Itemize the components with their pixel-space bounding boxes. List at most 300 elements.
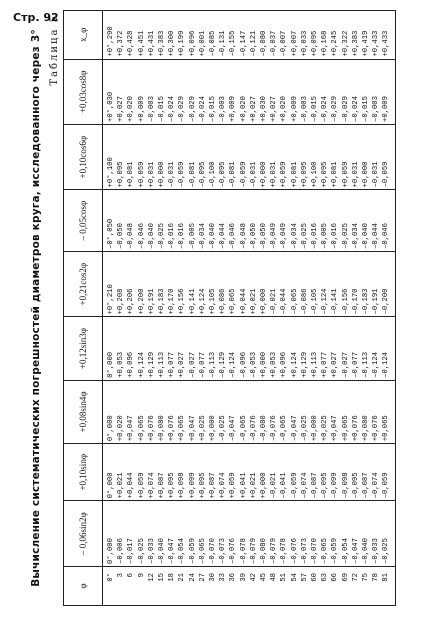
table-cell: 30 [209, 573, 218, 582]
table-cell: +0,087 [209, 472, 218, 499]
table-cell: +0,141 [188, 288, 197, 315]
table-cell: –0,065 [280, 415, 289, 442]
table-cell: –0,076 [290, 538, 299, 564]
table-cell: –0,121 [249, 30, 258, 57]
table-cell: –0,049 [280, 223, 289, 249]
table-cell: –0,050 [117, 223, 126, 249]
table-cell: +0,074 [219, 472, 228, 499]
table-cell: 9 [137, 573, 146, 578]
table-cell: +0,383 [351, 30, 360, 57]
table-cell: +0°,290 [107, 26, 115, 57]
table-cell: –0,113 [209, 351, 218, 378]
table-cell: +0,059 [137, 161, 146, 188]
table-cell: +0,096 [188, 30, 197, 57]
table-cell: –0,076 [249, 415, 258, 442]
table-cell: –0,059 [239, 161, 248, 188]
table-cell: 45 [260, 573, 269, 582]
table-cell: +0,020 [280, 96, 289, 122]
table-cell: –0,033 [372, 538, 381, 564]
table-cell: +0,031 [147, 161, 156, 188]
table-cell: –0,007 [280, 30, 289, 57]
table-cell: +0,245 [331, 30, 340, 57]
table-cell: –0,003 [219, 96, 228, 122]
table-cell: 66 [331, 573, 340, 582]
column-cos8phi [103, 59, 396, 124]
header-cos2phi: +0,21cos2φ [64, 251, 103, 316]
table-cell: –0,025 [137, 538, 146, 564]
table-cell: –0,113 [362, 351, 371, 378]
table-cell: –0,073 [219, 538, 228, 564]
table-cell: –0,003 [372, 96, 381, 122]
table-cell: –0,081 [229, 161, 238, 188]
table-cell: –0,049 [270, 223, 279, 249]
table-cell: –0,016 [331, 223, 340, 249]
table-cell: –0,077 [198, 351, 207, 378]
table-cell: +0,080 [362, 415, 371, 442]
table-cell: –0,047 [229, 415, 238, 442]
table-cell: –0,025 [158, 223, 167, 249]
table-cell: +0,081 [127, 161, 136, 188]
table-cell: 78 [372, 573, 381, 582]
table-cell: +0,027 [331, 351, 340, 378]
table-header-row [64, 11, 103, 606]
table-cell: +0,156 [178, 288, 187, 315]
column-cos6phi [103, 124, 396, 189]
table-cell: +0,086 [219, 288, 228, 315]
table-cell: 0°,000 [107, 415, 115, 442]
table-cell: +0,021 [249, 472, 258, 499]
table-cell: +0,031 [351, 161, 360, 188]
page-number: Стр. 92 [13, 11, 59, 24]
table-body-row [103, 11, 396, 606]
table-cell: –0,099 [331, 472, 340, 499]
table-cell: +0,113 [311, 351, 320, 378]
column-sin4phi [103, 380, 396, 443]
table-cell: +0,007 [290, 30, 299, 57]
table-cell: +0,059 [229, 472, 238, 499]
table-cell: +0,105 [209, 288, 218, 315]
table-cell: –0,078 [280, 538, 289, 564]
table-cell: +0,076 [351, 415, 360, 442]
table-cell: +0,076 [372, 415, 381, 442]
table-cell: –0,046 [229, 223, 238, 249]
table-cell: +0,095 [321, 161, 330, 188]
table-cell: +0,053 [117, 351, 126, 378]
table-cell: –0,015 [311, 96, 320, 122]
table-cell: +0,113 [158, 351, 167, 378]
table-cell: –0,033 [147, 538, 156, 564]
table-cell: –0,065 [321, 538, 330, 564]
table-cell: –0,070 [209, 538, 218, 564]
table-cell: –0,050 [249, 223, 258, 249]
table-cell: +0,027 [270, 96, 279, 122]
table-cell: –0,191 [372, 288, 381, 315]
table-cell: –0,095 [351, 472, 360, 499]
table-cell: –0,054 [178, 538, 187, 564]
table-cell: –0,087 [362, 472, 371, 499]
table-cell: +0,027 [178, 351, 187, 378]
table-cell: 54 [290, 573, 299, 582]
table-cell: –0,040 [158, 538, 167, 564]
table-cell: 21 [178, 573, 187, 582]
table-cell: –0,024 [321, 96, 330, 122]
header-phi: φ [64, 567, 103, 606]
table-cell: –0,040 [147, 223, 156, 249]
table-cell: –0,081 [188, 161, 197, 188]
table-cell: –0,003 [300, 96, 309, 122]
table-cell: 27 [198, 573, 207, 582]
header-sin3phi: +0,12sin3φ [64, 317, 103, 380]
header-cosphi: – 0,05cosφ [64, 190, 103, 252]
table-cell: +0,081 [290, 161, 299, 188]
table-cell: –0,046 [382, 223, 391, 249]
table-cell: +0,433 [382, 30, 391, 57]
page-title: Вычисление систематических погрешностей диаметров круга, исследованного через 3° [30, 29, 42, 587]
table-cell: +0,027 [117, 96, 126, 122]
table-cell: +0°,030 [107, 91, 115, 122]
table-cell: 63 [321, 573, 330, 582]
table-cell: –0,025 [300, 223, 309, 249]
table-cell: –0,003 [147, 96, 156, 122]
table-cell: 6 [127, 573, 136, 578]
header-sinphi: +0,10sinφ [64, 444, 103, 501]
table-cell: –0,005 [321, 223, 330, 249]
table-cell: –0,147 [239, 30, 248, 57]
table-cell: –0,029 [331, 96, 340, 122]
table-cell: –0,054 [341, 538, 350, 564]
table-cell: +0,199 [178, 30, 187, 57]
table-cell: 75 [362, 573, 371, 582]
table-cell: –0,085 [209, 30, 218, 57]
table-cell: –0,096 [239, 351, 248, 378]
table-cell: –0,006 [117, 538, 126, 564]
table-cell: –0,031 [168, 161, 177, 188]
table-cell: –0,098 [341, 472, 350, 499]
table-cell: +0,020 [239, 96, 248, 122]
table-cell: –0,047 [290, 415, 299, 442]
table-cell: –0,095 [219, 161, 228, 188]
table-cell: +0,191 [147, 288, 156, 315]
table-cell: +0,000 [260, 351, 269, 378]
table-cell: +0,020 [127, 96, 136, 122]
table-cell: –0,059 [178, 161, 187, 188]
table-cell: +0,124 [290, 351, 299, 378]
column-cosphi [103, 190, 396, 252]
table-cell: +0,065 [341, 415, 350, 442]
table-cell: –0,079 [249, 538, 258, 564]
table-cell: +0,077 [321, 351, 330, 378]
table-cell: 3 [117, 573, 126, 578]
table-cell: –0,021 [270, 288, 279, 315]
table-cell: +0,100 [311, 161, 320, 188]
table-cell: –0,156 [341, 288, 350, 315]
table-cell: 0° [107, 573, 115, 582]
table-cell: –0,016 [178, 223, 187, 249]
table-cell: 33 [219, 573, 228, 582]
table-cell: +0,053 [270, 351, 279, 378]
table-cell: –0,065 [290, 288, 299, 315]
table-cell: +0,076 [147, 415, 156, 442]
table-cell: +0,428 [127, 30, 136, 57]
table-cell: –0,065 [198, 538, 207, 564]
table-cell: +0,074 [147, 472, 156, 499]
table-cell: +0,065 [229, 288, 238, 315]
table-cell: +0,065 [178, 415, 187, 442]
table-cell: –0,070 [311, 538, 320, 564]
table-cell: +0,129 [147, 351, 156, 378]
table-cell: –0,041 [280, 472, 289, 499]
table-cell: +0,372 [117, 30, 126, 57]
table-cell: +0,124 [198, 288, 207, 315]
table-cell: +0,009 [137, 96, 146, 122]
table-cell: 18 [168, 573, 177, 582]
table-cell: –0,086 [300, 288, 309, 315]
table-cell: +0,096 [280, 351, 289, 378]
table-cell: –0,080 [260, 415, 269, 442]
table-cell: –0,124 [229, 351, 238, 378]
table-cell: –0,105 [311, 288, 320, 315]
table-cell: –0,016 [168, 223, 177, 249]
table-cell: –0,027 [341, 351, 350, 378]
table-cell: +0,020 [117, 415, 126, 442]
table-cell: +0,041 [239, 472, 248, 499]
table-cell: +0,000 [260, 472, 269, 499]
table-cell: +0,077 [168, 351, 177, 378]
table-cell: –0,065 [239, 415, 248, 442]
table-cell: –0,124 [321, 288, 330, 315]
table-cell: –0,131 [219, 30, 228, 57]
table-cell: –0,053 [249, 351, 258, 378]
table-cell: +0,027 [249, 96, 258, 122]
table-cell: –0,024 [168, 96, 177, 122]
table-cell: +0,000 [260, 161, 269, 188]
table-cell: –0,129 [219, 351, 228, 378]
table-cell: +0,095 [117, 161, 126, 188]
table-cell: –0,077 [351, 351, 360, 378]
table-cell: 24 [188, 573, 197, 582]
table-cell: –0,044 [219, 223, 228, 249]
table-cell: –0,029 [188, 96, 197, 122]
column-sin2phi [103, 501, 396, 567]
table-cell: –0,046 [137, 223, 146, 249]
table-cell: +0,000 [362, 161, 371, 188]
table-cell: 42 [249, 573, 258, 582]
column-sin3phi [103, 317, 396, 380]
table-cell: –0,015 [362, 96, 371, 122]
header-sin2phi: – 0,06sin2φ [64, 501, 103, 567]
table-cell: –0,015 [158, 96, 167, 122]
table-cell: +0°,100 [107, 157, 115, 188]
table-cell: –0,025 [382, 538, 391, 564]
table-cell: 15 [158, 573, 167, 582]
header-cos8phi: +0,03cos8φ [64, 59, 103, 124]
table-cell: –0,087 [311, 472, 320, 499]
table-cell: –0,076 [270, 415, 279, 442]
table-cell: –0,080 [260, 538, 269, 564]
table-cell: +0,059 [341, 161, 350, 188]
table-cell: –0,183 [362, 288, 371, 315]
header-cos6phi: +0,10cos6φ [64, 124, 103, 189]
table-cell: –0,124 [382, 351, 391, 378]
table-cell: –0,124 [372, 351, 381, 378]
table-cell: +0,080 [158, 415, 167, 442]
table-cell: 36 [229, 573, 238, 582]
column-phi [103, 567, 396, 606]
table-cell: –0,047 [351, 538, 360, 564]
table-cell: +0,300 [168, 30, 177, 57]
table-cell: 51 [280, 573, 289, 582]
table-cell: +0,001 [198, 30, 207, 57]
table-cell: +0,208 [117, 288, 126, 315]
table-cell: +0,059 [137, 472, 146, 499]
table-cell: 0°,000 [107, 351, 115, 378]
table-cell: –0,050 [260, 223, 269, 249]
table-cell: +0,451 [137, 30, 146, 57]
column-x-phi [103, 11, 396, 60]
table-cell: –0,024 [198, 96, 207, 122]
table-cell: +0,000 [260, 288, 269, 315]
table-cell: –0,100 [209, 161, 218, 188]
table-cell: +0,383 [158, 30, 167, 57]
table-cell: +0,031 [270, 161, 279, 188]
table-cell: +0,170 [168, 288, 177, 315]
table-cell: –0,040 [362, 223, 371, 249]
table-cell: +0,431 [147, 30, 156, 57]
table-cell: –0,021 [270, 472, 279, 499]
table-cell: +0,000 [209, 415, 218, 442]
table-cell: –0,048 [239, 223, 248, 249]
table-cell: +0,099 [188, 472, 197, 499]
table-cell: –0,079 [270, 538, 279, 564]
table-cell: –0,005 [188, 223, 197, 249]
table-cell: –0,095 [198, 161, 207, 188]
table-cell: –0,080 [260, 30, 269, 57]
table-cell: –0,037 [270, 30, 279, 57]
table-cell: –0,044 [372, 223, 381, 249]
table-cell: +0,081 [331, 161, 340, 188]
table-cell: +0,065 [137, 415, 146, 442]
table-cell: +0,098 [178, 472, 187, 499]
table-cell: +0,168 [321, 30, 330, 57]
table-cell: +0,419 [362, 30, 371, 57]
table-cell: +0,000 [158, 161, 167, 188]
table-cell: –0,044 [280, 288, 289, 315]
data-table [63, 10, 396, 606]
table-cell: –0,200 [382, 288, 391, 315]
table-cell: –0,048 [127, 223, 136, 249]
table-cell: –0,059 [331, 538, 340, 564]
table-cell: 81 [382, 573, 391, 582]
table-cell: –0,059 [290, 472, 299, 499]
table-cell: +0,047 [127, 415, 136, 442]
header-sin4phi: +0,08sin4φ [64, 380, 103, 443]
column-sinphi [103, 444, 396, 501]
table-cell: +0,065 [382, 415, 391, 442]
table-cell: –0,025 [300, 415, 309, 442]
table-cell: –0,059 [188, 538, 197, 564]
table-cell: –0,027 [188, 351, 197, 378]
table-cell: –0,059 [382, 472, 391, 499]
table-cell: +0,433 [372, 30, 381, 57]
table-cell: +0,095 [311, 30, 320, 57]
table-cell: –0,017 [127, 538, 136, 564]
table-cell: +0,206 [127, 288, 136, 315]
table-cell: +0,033 [300, 30, 309, 57]
table-cell: –0,095 [321, 472, 330, 499]
table-cell: 0°,000 [107, 472, 115, 499]
table-cell: –0,078 [239, 538, 248, 564]
table-cell: +0,087 [158, 472, 167, 499]
table-cell: –0,016 [311, 223, 320, 249]
table-cell: +0,095 [168, 472, 177, 499]
table-cell: –0,015 [209, 96, 218, 122]
table-cell: 57 [300, 573, 309, 582]
table-cell: +0,095 [300, 161, 309, 188]
table-cell: +0,095 [198, 472, 207, 499]
table-cell: 60 [311, 573, 320, 582]
rotated-page-content [30, 10, 406, 606]
table-cell: 48 [270, 573, 279, 582]
header-x-phi: x_φ [64, 11, 103, 60]
table-cell: –0,141 [331, 288, 340, 315]
table-cell: –0,074 [372, 472, 381, 499]
table-cell: –0°,050 [107, 218, 115, 249]
table-cell: –0,034 [351, 223, 360, 249]
table-cell: –0,031 [249, 161, 258, 188]
table-cell: +0,025 [321, 415, 330, 442]
table-cell: –0,029 [341, 96, 350, 122]
table-cell: –0,059 [382, 161, 391, 188]
table-cell: +0,047 [331, 415, 340, 442]
table-cell: –0,076 [229, 538, 238, 564]
table-cell: –0,170 [351, 288, 360, 315]
table-cell: 0°,000 [107, 538, 115, 564]
table-cell: +0,096 [127, 351, 136, 378]
table-cell: 72 [351, 573, 360, 582]
table-cell: 12 [147, 573, 156, 582]
table-cell: –0,073 [300, 538, 309, 564]
table-cell: +0,044 [239, 288, 248, 315]
table-cell: +0,200 [137, 288, 146, 315]
table-cell: +0,030 [260, 96, 269, 122]
table-cell: –0,074 [300, 472, 309, 499]
table-cell: +0,000 [311, 415, 320, 442]
table-cell: –0,040 [209, 223, 218, 249]
table-cell: +0°,210 [107, 284, 115, 315]
table-cell: +0,322 [341, 30, 350, 57]
table-cell: –0,029 [178, 96, 187, 122]
column-cos2phi [103, 251, 396, 316]
table-cell: –0,034 [290, 223, 299, 249]
table-cell: +0,124 [137, 351, 146, 378]
table-cell: –0,034 [198, 223, 207, 249]
table-cell: +0,009 [229, 96, 238, 122]
table-cell: +0,076 [168, 415, 177, 442]
table-cell: –0,024 [351, 96, 360, 122]
table-cell: +0,047 [188, 415, 197, 442]
table-cell: –0,025 [219, 415, 228, 442]
table-cell: –0,155 [229, 30, 238, 57]
table-cell: –0,040 [362, 538, 371, 564]
table-cell: 39 [239, 573, 248, 582]
table-cell: +0,021 [249, 288, 258, 315]
table-cell: +0,025 [198, 415, 207, 442]
table-cell: +0,044 [127, 472, 136, 499]
table-cell: +0,183 [158, 288, 167, 315]
table-cell: +0,129 [300, 351, 309, 378]
table-cell: +0,059 [280, 161, 289, 188]
table-cell: –0,025 [341, 223, 350, 249]
